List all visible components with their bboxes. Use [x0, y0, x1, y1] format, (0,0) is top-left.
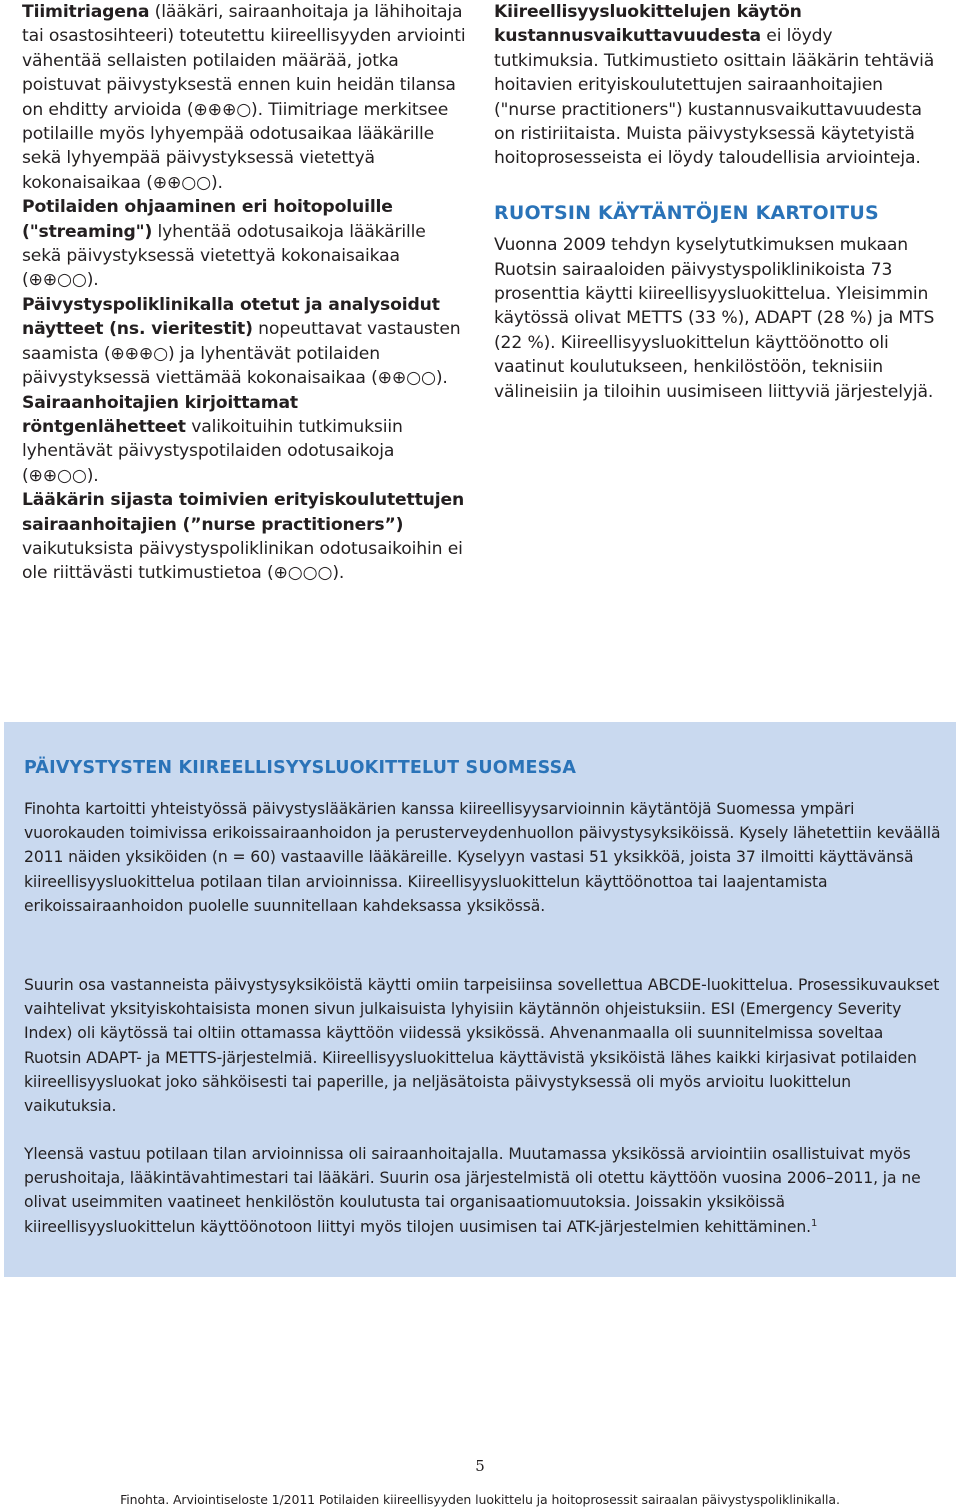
infobox-paragraph-1: Finohta kartoitti yhteistyössä päivystyslääkärien kanssa kiireellisyysarvioinnin käytäntöjä Suomessa ympäri vuorokauden toimivissa erikoissairaanhoidon ja perusterveydenhuollon päivystysyksiköissä. Kysely lähetettiin keväällä 2011 näiden yksiköiden (n = 60) vastaaville lääkäreille. Kyselyyn vastasi 51 yksikköä, joista 37 ilmoitti käyttävänsä kiireellisyysluokittelua potilaan tilan arvioinnissa. Kiireellisyysluokittelun käyttöönottoa tai laajentamista erikoissairaanhoidon puolelle suunnitellaan kahdeksassa yksikössä. — [24, 800, 941, 915]
paragraph-text: ei löydy tutkimuksia. Tutkimustieto osittain lääkärin tehtäviä hoitavien erityiskoulutettujen sairaanhoitajien ("nurse practitioners") kustannusvaikuttavuudesta on ristiriitaista. Muista päivystyksessä käytetyistä hoitoprosesseista ei löydy taloudellisia arviointeja. — [494, 26, 935, 169]
paragraph-text: nopeuttavat vastausten saamista (⊕⊕⊕○) ja lyhentävät potilaiden päivystyksessä viettämää kokonaisaikaa (⊕⊕○○). — [22, 319, 461, 389]
bold-lead: Kiireellisyysluokittelujen käytön kustannusvaikuttavuudesta — [494, 2, 802, 47]
paragraph-text: lyhentää odotusaikoja lääkärille sekä päivystyksessä vietettyä kokonaisaikaa (⊕⊕○○). — [22, 221, 426, 291]
bold-lead: Tiimitriagena — [22, 2, 150, 22]
paragraph-text: (lääkäri, sairaanhoitaja ja lähihoitaja tai osastosihteeri) toteutettu kiireellisyyden arviointi vähentää sellaisten potilaiden määrää, jotka poistuvat päivystyksestä ennen kuin heidän tilansa on ehditty arvioida (⊕⊕⊕○). Tiimitriage merkitsee potilaille myös lyhyempää odotusaikaa lääkärille sekä lyhyempää päivystyksessä vietettyä kokonaisaikaa (⊕⊕○○). — [22, 2, 466, 193]
bold-lead: Lääkärin sijasta toimivien erityiskoulutettujen sairaanhoitajien (”nurse practitioners”) — [22, 490, 465, 535]
infobox-suomi — [4, 722, 956, 1277]
paragraph-text: vaikutuksista päivystyspoliklinikan odotusaikoihin ei ole riittävästi tutkimustietoa (⊕○○○). — [22, 538, 463, 584]
paragraph-tiimitriage — [22, 0, 467, 195]
paragraph-streaming — [22, 195, 467, 293]
page-number: 5 — [475, 1457, 485, 1475]
footnote-reference: 1 — [811, 1217, 818, 1229]
paragraph-rontgenlahetteet — [22, 391, 467, 489]
paragraph-text: valikoituihin tutkimuksiin lyhentävät päivystyspotilaiden odotusaikoja (⊕⊕○○). — [22, 416, 403, 486]
paragraph-nurse-practitioners — [22, 488, 467, 586]
paragraph-vieritestit — [22, 293, 467, 391]
infobox-paragraph-3-text: Yleensä vastuu potilaan tilan arvioinnissa oli sairaanhoitajalla. Muutamassa yksikössä arviointiin osallistuivat myös perushoitaja, lääkintävahtimestari tai lääkäri. Suurin osa järjestelmistä oli otettu käyttöön vuosina 2006–2011, ja ne olivat useimmiten vaatineet henkilöstön koulutusta tai organisaatiomuutoksia. Joissakin yksiköissä kiireellisyysluokittelun käyttöönotoon liittyi myös tilojen uusimisen tai ATK-järjestelmien kehittäminen. — [24, 1145, 921, 1236]
paragraph-ruotsi: Vuonna 2009 tehdyn kyselytutkimuksen mukaan Ruotsin sairaaloiden päivystyspoliklinikoista 73 prosenttia käytti kiireellisyysluokittelua. Yleisimmin käytössä olivat METTS (33 %), ADAPT (28 %) ja MTS (22 %). Kiireellisyysluokittelun käyttöönotto oli vaatinut koulutukseen, henkilöstöön, teknisiin välineisiin ja tiloihin uusimiseen liittyviä järjestelyjä. — [494, 235, 935, 402]
bold-lead: Sairaanhoitajien kirjoittamat röntgenlähetteet — [22, 392, 298, 437]
infobox-title: PÄIVYSTYSTEN KIIREELLISYYSLUOKITTELUT SUOMESSA — [24, 758, 577, 778]
page-footer: Finohta. Arviointiseloste 1/2011 Potilaiden kiireellisyyden luokittelu ja hoitoprosessit sairaalan päivystyspoliklinikalla. — [120, 1492, 840, 1507]
right-column — [494, 0, 942, 404]
infobox-paragraph-2: Suurin osa vastanneista päivystysyksiköistä käytti omiin tarpeisiinsa sovellettua ABCDE-luokittelua. Prosessikuvaukset vaihtelivat yksityiskohtaisista monen sivun julkaisuista lyhyisiin käytännön ohjeistuksiin. ESI (Emergency Severity Index) oli käytössä tai oltiin ottamassa käyttöön viidessä yksikössä. Ahvenanmaalla oli suunnitelmissa soveltaa Ruotsin ADAPT- ja METTS-järjestelmiä. Kiireellisyysluokittelua käyttävistä yksiköistä lähes kaikki kirjasivat potilaiden kiireellisyysluokat joko sähköisesti tai paperille, ja neljäsätoista päivystyksessä oli myös arvioitu luokittelun vaikutuksia. — [24, 976, 940, 1116]
infobox-paragraph-3 — [24, 1142, 942, 1239]
bold-lead: Päivystyspoliklinikalla otetut ja analysoidut näytteet (ns. vieritestit) — [22, 294, 440, 340]
section-heading-ruotsi: RUOTSIN KÄYTÄNTÖJEN KARTOITUS — [494, 201, 879, 224]
paragraph-kustannusvaikuttavuus — [494, 0, 942, 171]
bold-lead: Potilaiden ohjaaminen eri hoitopoluille ("streaming") — [22, 197, 393, 242]
left-column — [22, 0, 467, 586]
